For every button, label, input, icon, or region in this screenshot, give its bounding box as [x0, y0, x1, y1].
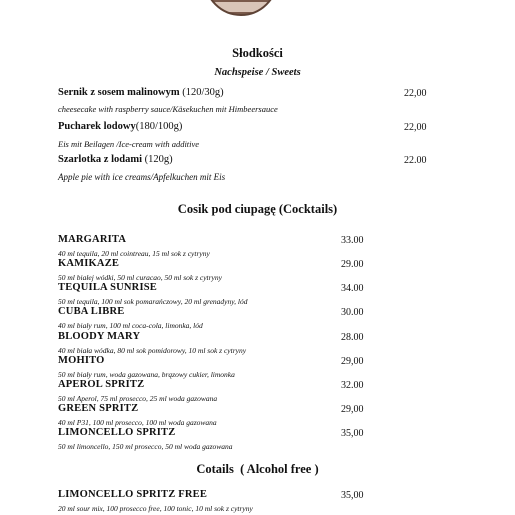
dessert-name: Pucharek lodowy: [58, 121, 136, 132]
cocktail-description: 50 ml białej wódki, 50 ml curacao, 50 ml sok z cytryny: [58, 273, 222, 282]
dessert-item-name: [58, 154, 173, 165]
dessert-price: 22,00: [404, 122, 427, 133]
cocktail-description: 40 ml P31, 100 ml prosecco, 100 ml woda gazowana: [58, 418, 217, 427]
cocktail-price: 29.00: [341, 259, 364, 270]
cocktail-name: MOHITO: [58, 355, 105, 366]
cocktail-price: 34.00: [341, 283, 364, 294]
cocktail-name: GREEN SPRITZ: [58, 403, 139, 414]
cocktail-name: MARGARITA: [58, 234, 127, 245]
cocktail-name: CUBA LIBRE: [58, 306, 125, 317]
mocktail-description: 20 ml sour mix, 100 prosecco free, 100 tonic, 10 ml sok z cytryny: [58, 504, 253, 513]
dessert-item-name: [58, 87, 224, 98]
cocktail-description: 40 ml biała wódka, 80 ml sok pomidorowy, 10 ml sok z cytryny: [58, 346, 247, 355]
cocktail-price: 28.00: [341, 332, 364, 343]
cocktail-description: 40 ml biały rum, 100 ml coca-cola, limonka, lód: [58, 321, 203, 330]
dessert-description: cheesecake with raspberry sauce/Käsekuchen mit Himbeersauce: [58, 104, 278, 114]
cocktail-name: TEQUILA SUNRISE: [58, 282, 157, 293]
cocktail-description: 50 ml biały rum, woda gazowana, brązowy cukier, limonka: [58, 370, 235, 379]
cocktail-description: 50 ml Aperol, 75 ml prosecco, 25 ml woda gazowana: [58, 394, 218, 403]
dessert-item-name: [58, 121, 182, 132]
cocktail-price: 33.00: [341, 235, 364, 246]
desserts-title: Słodkości: [232, 46, 283, 60]
dessert-portion: (120g): [144, 154, 173, 165]
dessert-description: Eis mit Beilagen /Ice-cream with additive: [58, 139, 200, 149]
cocktails-title: Cosik pod ciupagę (Cocktails): [177, 202, 338, 216]
restaurant-logo: [204, 0, 278, 16]
dessert-price: 22.00: [404, 155, 427, 166]
dessert-portion: (180/100g): [135, 121, 183, 132]
cocktail-description: 40 ml tequila, 20 ml cointreau, 15 ml sok z cytryny: [58, 249, 210, 258]
cocktail-name: LIMONCELLO SPRITZ: [58, 427, 176, 438]
mocktail-name: LIMONCELLO SPRITZ FREE: [58, 489, 208, 500]
dessert-portion: (120/30g): [182, 87, 224, 98]
dessert-name: Sernik z sosem malinowym: [58, 87, 180, 98]
logo-band: [214, 2, 268, 12]
cocktail-name: APEROL SPRITZ: [58, 379, 145, 390]
cocktail-price: 32.00: [341, 380, 364, 391]
dessert-name: Szarlotka z lodami: [58, 154, 142, 165]
cocktail-price: 29,00: [341, 404, 364, 415]
desserts-subtitle: Nachspeise / Sweets: [214, 67, 301, 78]
cocktail-name: BLOODY MARY: [58, 331, 141, 342]
dessert-description: Apple pie with ice creams/Apfelkuchen mit Eis: [58, 172, 226, 182]
cocktail-description: 50 ml tequila, 100 ml sok pomarańczowy, 20 ml grenadyny, lód: [58, 297, 248, 306]
dessert-price: 22,00: [404, 88, 427, 99]
mocktail-price: 35,00: [341, 490, 364, 501]
alcohol-free-title: Cotails ( Alcohol free ): [196, 462, 319, 476]
cocktail-name: KAMIKAZE: [58, 258, 120, 269]
cocktail-price: 30.00: [341, 307, 364, 318]
cocktail-price: 35,00: [341, 428, 364, 439]
cocktail-price: 29,00: [341, 356, 364, 367]
cocktail-description: 50 ml limoncello, 150 ml prosecco, 50 ml woda gazowana: [58, 442, 233, 451]
